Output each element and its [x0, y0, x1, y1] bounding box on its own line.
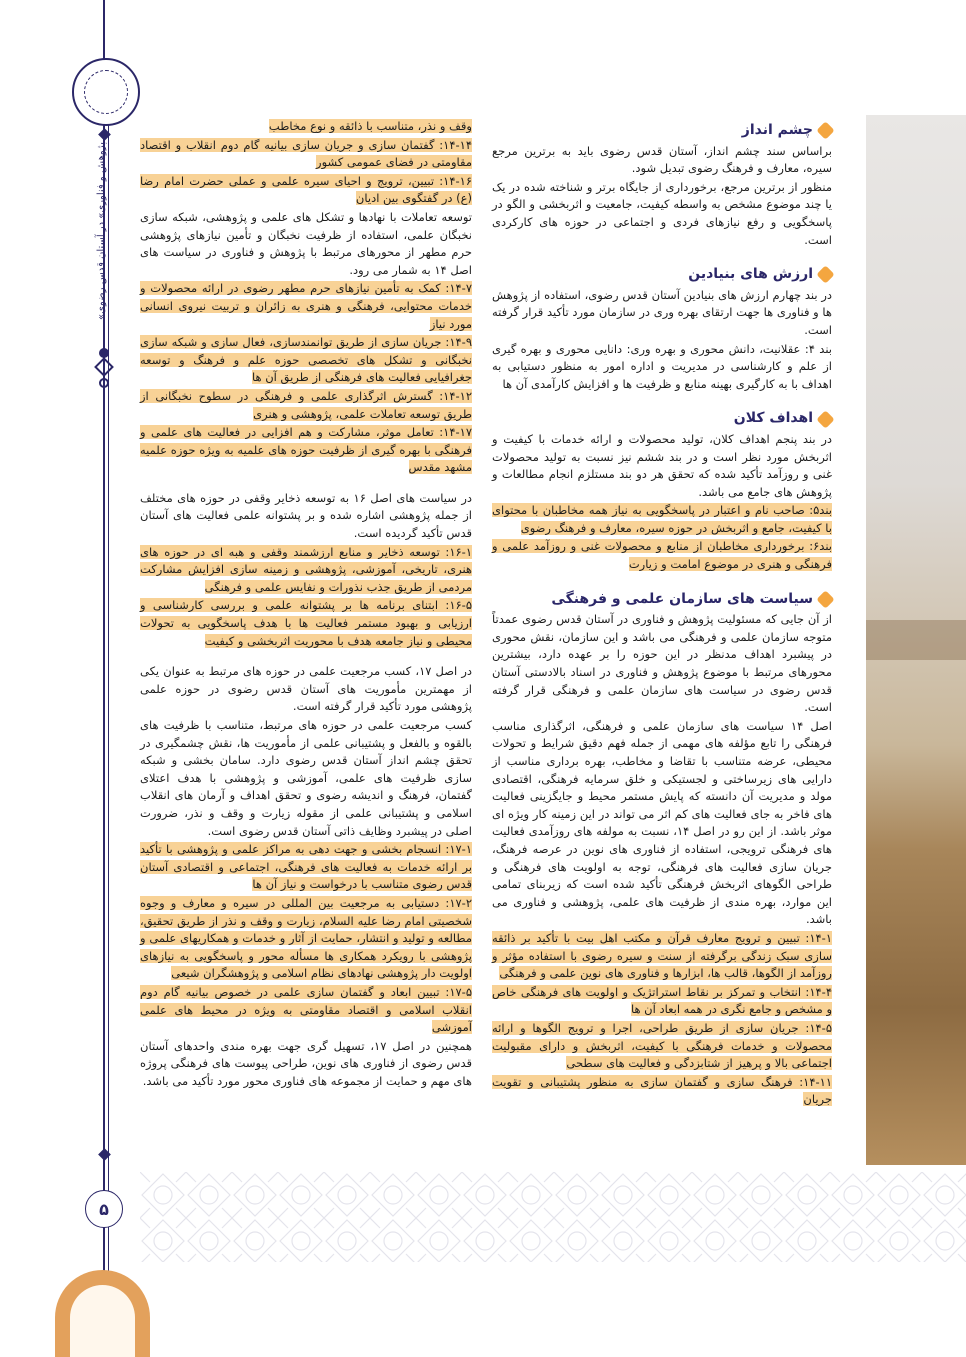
sidebar-label: «پژوهش و فناوری» در آستان قدس رضوی	[96, 141, 107, 320]
paragraph	[140, 717, 472, 840]
highlighted-paragraph	[492, 1074, 832, 1109]
bottom-pattern	[140, 1172, 966, 1262]
highlighted-paragraph	[140, 544, 472, 597]
paragraph-text: وقف و نذر، متناسب با ذائقه و نوع مخاطب	[268, 119, 472, 133]
paragraph	[140, 209, 472, 279]
highlighted-paragraph	[140, 424, 472, 477]
section-heading	[492, 122, 832, 140]
paragraph	[492, 611, 832, 717]
section-heading	[492, 591, 832, 609]
highlighted-paragraph	[140, 597, 472, 650]
highlighted-paragraph	[140, 895, 472, 983]
paragraph-text: ۱۶-۵: ابتنای برنامه ها بر پشتوانه علمی و بررسی کارشناسی و ارزیابی و بهبود مستمر فعالیت ها با هدف پاسخگویی به تحولات محیطی و نیاز جامعه هدف با محوریت اثربخشی و کیفیت	[140, 598, 472, 648]
section-heading	[492, 410, 832, 428]
paragraph-gap	[140, 478, 472, 490]
paragraph	[492, 179, 832, 249]
paragraph	[492, 341, 832, 394]
section-heading-text: سیاست های سازمان علمی و فرهنگی	[551, 590, 813, 607]
left-column	[140, 118, 472, 1091]
paragraph-text: از آن جایی که مسئولیت پژوهش و فناوری در آستان قدس رضوی عمدتاً متوجه سازمان علمی و فرهنگی می باشد و این سازمان، نقش محوری در پیشبرد اهداف مدنظر در این حوزه را بر عهده دارد، بیشترین محورهای مرتبط با موضوع پژوهش و فناوری در اسناد بالادستی آستان قدس رضوی در سیاست های سازمان علمی و فرهنگی قرار گرفته است.	[492, 612, 832, 715]
paragraph	[492, 287, 832, 340]
paragraph-text: در اصل ۱۷، کسب مرجعیت علمی در حوزه های مرتبط به عنوان یکی از مهمترین مأموریت های آستان قدس رضوی در حوزه علمی پژوهشی مورد تأکید قرار گرفته است.	[140, 664, 472, 714]
right-column	[492, 118, 832, 1110]
heading-bullet-icon	[816, 266, 834, 284]
paragraph-text: براساس سند چشم انداز، آستان قدس رضوی باید به برترین مرجع سیره، معارف و فرهنگ رضوی تبدیل شود.	[492, 143, 832, 176]
logo-emblem	[84, 70, 128, 114]
paragraph-text: بند۵: صاحب نام و اعتبار در پاسخگویی به نیاز همه مخاطبان با محتوای با کیفیت، جامع و اثربخش در حوزه سیره، معارف و فرهنگ رضوی	[492, 503, 832, 535]
section-gap	[492, 575, 832, 587]
paragraph-text: ۱۴-۵: جریان سازی از طریق طراحی، اجرا و ترویج الگوها و ارائه محصولات و خدمات فرهنگی با کیفیت، اثربخش و دارای مقبولیت اجتماعی بالا و پرهیز از شتابزدگی و فعالیت های سطحی	[492, 1020, 832, 1071]
paragraph-text: ۱۴-۱۲: گسترش اثرگذاری علمی و فرهنگی در سطوح نخبگانی از طریق توسعه تعاملات علمی، پژوهشی و هنری	[140, 388, 472, 421]
section-heading	[492, 266, 832, 284]
paragraph-text: ۱۴-۱۴: گفتمان سازی و جریان سازی بیانیه گام دوم انقلاب و اقتصاد مقاومتی در فضای عمومی کشور	[140, 137, 472, 170]
paragraph	[492, 431, 832, 501]
paragraph-text: منظور از برترین مرجع، برخورداری از جایگاه برتر و شناخته شده در یک یا چند موضوع مشخص به واسطه کیفیت، جامعیت و اثربخشی و الگو در پاسخگویی و رفع نیازهای فردی و اجتماعی در حوزه های کارکردی است.	[492, 179, 832, 247]
paragraph-text: بند ۴: عقلانیت، دانش محوری و بهره وری: دانایی محوری و بهره گیری از علم و کارشناسی در مدیریت و اداره امور به منظور دستیابی به اهداف با به کارگیری بهینه منابع و ظرفیت ها و افزایش کارآمدی آن ها	[492, 341, 832, 391]
sidebar-ornament	[92, 345, 116, 393]
highlighted-paragraph	[140, 841, 472, 894]
section-heading-text: ارزش های بنیادین	[688, 266, 813, 283]
paragraph-text: ۱۴-۴: انتخاب و تمرکز بر نقاط استراتژیک و اولویت های فرهنگی خاص و مشخص و جامع نگری در همه ابعاد آن ها	[492, 984, 832, 1017]
paragraph-text: در سیاست های اصل ۱۶ به توسعه ذخایر وقفی در حوزه های مختلف از جمله پژوهشی اشاره شده و بر پشتوانه علمی فعالیت های آستان قدس تأکید گردیده است.	[140, 490, 472, 541]
paragraph-text: در بند پنجم اهداف کلان، تولید محصولات و ارائه خدمات با کیفیت و اثربخش مورد نظر است و در بند ششم نیز نسبت به تولید محصولات غنی و روزآمد تأکید شده که تحقق هر دو بند مستلزم انجام مطالعات و پژوهش های جامع می باشد.	[492, 431, 832, 499]
heading-bullet-icon	[816, 122, 834, 140]
paragraph-text: ۱۷-۵: تبیین ابعاد و گفتمان سازی علمی در خصوص بیانیه گام دوم انقلاب اسلامی و اقتصاد مقاومتی به ویژه در محیط های علمی آموزشی	[140, 984, 472, 1035]
paragraph	[492, 143, 832, 178]
paragraph-text: اصل ۱۴ سیاست های سازمان علمی و فرهنگی، اثرگذاری مناسب فرهنگی را تابع مؤلفه های مهمی از جمله فهم دقیق شرایط و تحولات محیطی، عرضه متناسب با تقاضا و مخاطب، بهره برداری مناسب از دارایی های زیرساختی و لجستیکی و خلق سرمایه فرهنگی، اقتصادی مولد و مدیریت آن دانسته که پایش مستمر محیط و جایگزینی فعالیت های فاخر به جای فعالیت های کم اثر می تواند در این زمینه کار ویژه ای موثر باشد. از این رو در اصل ۱۴، نسبت به مولفه های روزآمدی فعالیت های فرهنگی ترویجی، استفاده از فناوری های نوین در عرصه فرهنگ، جریان سازی فعالیت های فرهنگی، توجه به اولویت های فرهنگی و طراحی الگوهای اثربخش فرهنگی تأکید شده است که زیربنای تمامی این موارد، بهره مندی از ظرفیت های علمی، پژوهشی و فناوری می باشد.	[492, 718, 833, 927]
highlighted-paragraph	[140, 388, 472, 423]
highlighted-paragraph	[140, 137, 472, 172]
paragraph-text: ۱۷-۲: دستیابی به مرجعیت بین المللی در سیره و معارف و وجوه شخصیتی امام رضا علیه السلام، زیارت و وقف و نذر از طریق تحقیق، مطالعه و تولید و انتشار، حمایت از آثار و خدمات و همکاریهای علمی و پژوهشی با رویکرد همکاری ها مسأله محور و پاسخگویی به نیازهای اولویت دار پژوهشی نهادهای نظام اسلامی و پژوهشگران شیعی	[140, 895, 472, 981]
paragraph-text: ۱۴-۱۶: تبیین، ترویج و احیای سیره علمی و عملی حضرت امام رضا (ع) در گفتگوی بین ادیان	[140, 173, 472, 206]
paragraph-text: ۱۴-۹: جریان سازی از طریق توانمندسازی، فعال سازی و شبکه سازی نخبگانی و تشکل های تخصصی حوزه علم و فرهنگ و توسعه جغرافیایی فعالیت های فرهنگی از طریق آن ها	[140, 335, 472, 385]
paragraph-text: کسب مرجعیت علمی در حوزه های مرتبط، متناسب با ظرفیت های بالقوه و بالفعل و پشتیبانی علمی از مأموریت ها، نقش چشمگیری در تحقق چشم انداز آستان قدس رضوی دارد. سامان بخشی و شبکه سازی ظرفیت های علمی، آموزشی و پژوهشی با هدف اعتلای گفتمان، فرهنگ و اندیشه رضوی و تحقق اهداف و آرمان های انقلاب اسلامی و پشتیبانی علمی از مقوله زیارت و وقف و نذر، ضرورت اصلی در پیشبرد وظایف ذاتی آستان قدس رضوی است.	[140, 718, 472, 838]
side-photo-shelf	[866, 620, 966, 660]
highlighted-paragraph	[492, 1020, 832, 1073]
paragraph-text: همچنین در اصل ۱۷، تسهیل گری جهت بهره مندی واحدهای آستان قدس رضوی از فناوری های نوین، طراحی پیوست های فرهنگی پروژه های مهم و حمایت از مجموعه های فناوری محور مورد تأکید می باشد.	[140, 1038, 472, 1088]
paragraph	[140, 1038, 472, 1091]
section-heading-text: اهداف کلان	[733, 410, 813, 427]
highlighted-paragraph	[492, 984, 832, 1019]
paragraph-text: ۱۴-۱۷: تعامل موثر، مشارکت و هم افزایی در فعالیت های علمی و فرهنگی با بهره گیری از ظرفیت حوزه های علمیه به ویژه حوزه علمیه مشهد مقدس	[140, 425, 472, 475]
highlighted-paragraph	[140, 984, 472, 1037]
paragraph-gap	[140, 651, 472, 663]
paragraph	[492, 718, 832, 929]
paragraph-text: ۱۷-۱: انسجام بخشی و جهت دهی به مراکز علمی و پژوهشی با تأکید بر ارائه خدمات به فعالیت های فرهنگی، اجتماعی و اقتصادی آستان قدس رضوی متناسب با درخواست و نیاز آن ها	[140, 842, 472, 892]
paragraph	[140, 490, 472, 543]
highlighted-paragraph	[492, 930, 832, 983]
paragraph-text: در بند چهارم ارزش های بنیادین آستان قدس رضوی، استفاده از پژوهش ها و فناوری ها جهت ارتقای بهره وری در سازمان مورد تأکید قرار گرفته است.	[492, 287, 832, 337]
highlighted-paragraph	[492, 502, 832, 537]
heading-bullet-icon	[816, 590, 834, 608]
highlighted-paragraph	[492, 538, 832, 573]
page-tab-inner	[70, 1285, 135, 1357]
paragraph-text: بند۶: برخورداری مخاطبان از منابع و محصولات غنی و روزآمد علمی و فرهنگی و هنری در موضوع امامت و زیارت	[492, 539, 832, 572]
heading-bullet-icon	[816, 410, 834, 428]
paragraph-text: توسعه تعاملات با نهادها و تشکل های علمی و پژوهشی، شبکه سازی نخبگان علمی، استفاده از ظرفیت نخبگان و تأمین نیازهای پژوهشی حرم مطهر از محورهای مرتبط با پژوهش و فناوری در سیاست های اصل ۱۴ به شمار می رود.	[140, 209, 472, 277]
paragraph	[140, 663, 472, 716]
section-heading-text: چشم انداز	[741, 122, 813, 138]
publication-logo	[72, 58, 140, 126]
section-gap	[492, 394, 832, 406]
section-gap	[492, 250, 832, 262]
paragraph-text: ۱۴-۷: کمک به تأمین نیازهای حرم مطهر رضوی در ارائه محصولات و خدمات محتوایی، فرهنگی و هنری به زائران و تربیت نیروی انسانی مورد نیاز	[140, 281, 472, 331]
paragraph-text: ۱۴-۱: تبیین و ترویج معارف قرآن و مکتب اهل بیت با تأکید بر ذائقه سازی سبک زندگی برگرفته از سنت و سیره رضوی با استفاده مؤثر و روزآمد از الگوها، قالب ها، ابزارها و فناوری های نوین علمی و فرهنگی	[492, 930, 832, 981]
paragraph-text: ۱۴-۱۱: فرهنگ سازی و گفتمان سازی به منظور پشتیبانی و تقویت جریان	[492, 1074, 832, 1107]
highlighted-paragraph	[140, 334, 472, 387]
highlighted-paragraph	[140, 173, 472, 208]
highlighted-paragraph	[140, 118, 472, 136]
highlighted-paragraph	[140, 280, 472, 333]
paragraph-text: ۱۶-۱: توسعه ذخایر و منابع ارزشمند وقفی و هبه ای در حوزه های هنری، تاریخی، آموزشی، پژوهشی و زمینه سازی افزایش مشارکت مردمی از طریق جذب نذورات و نفایس علمی و فرهنگی	[140, 544, 472, 594]
page-number: ۵	[85, 1190, 123, 1228]
